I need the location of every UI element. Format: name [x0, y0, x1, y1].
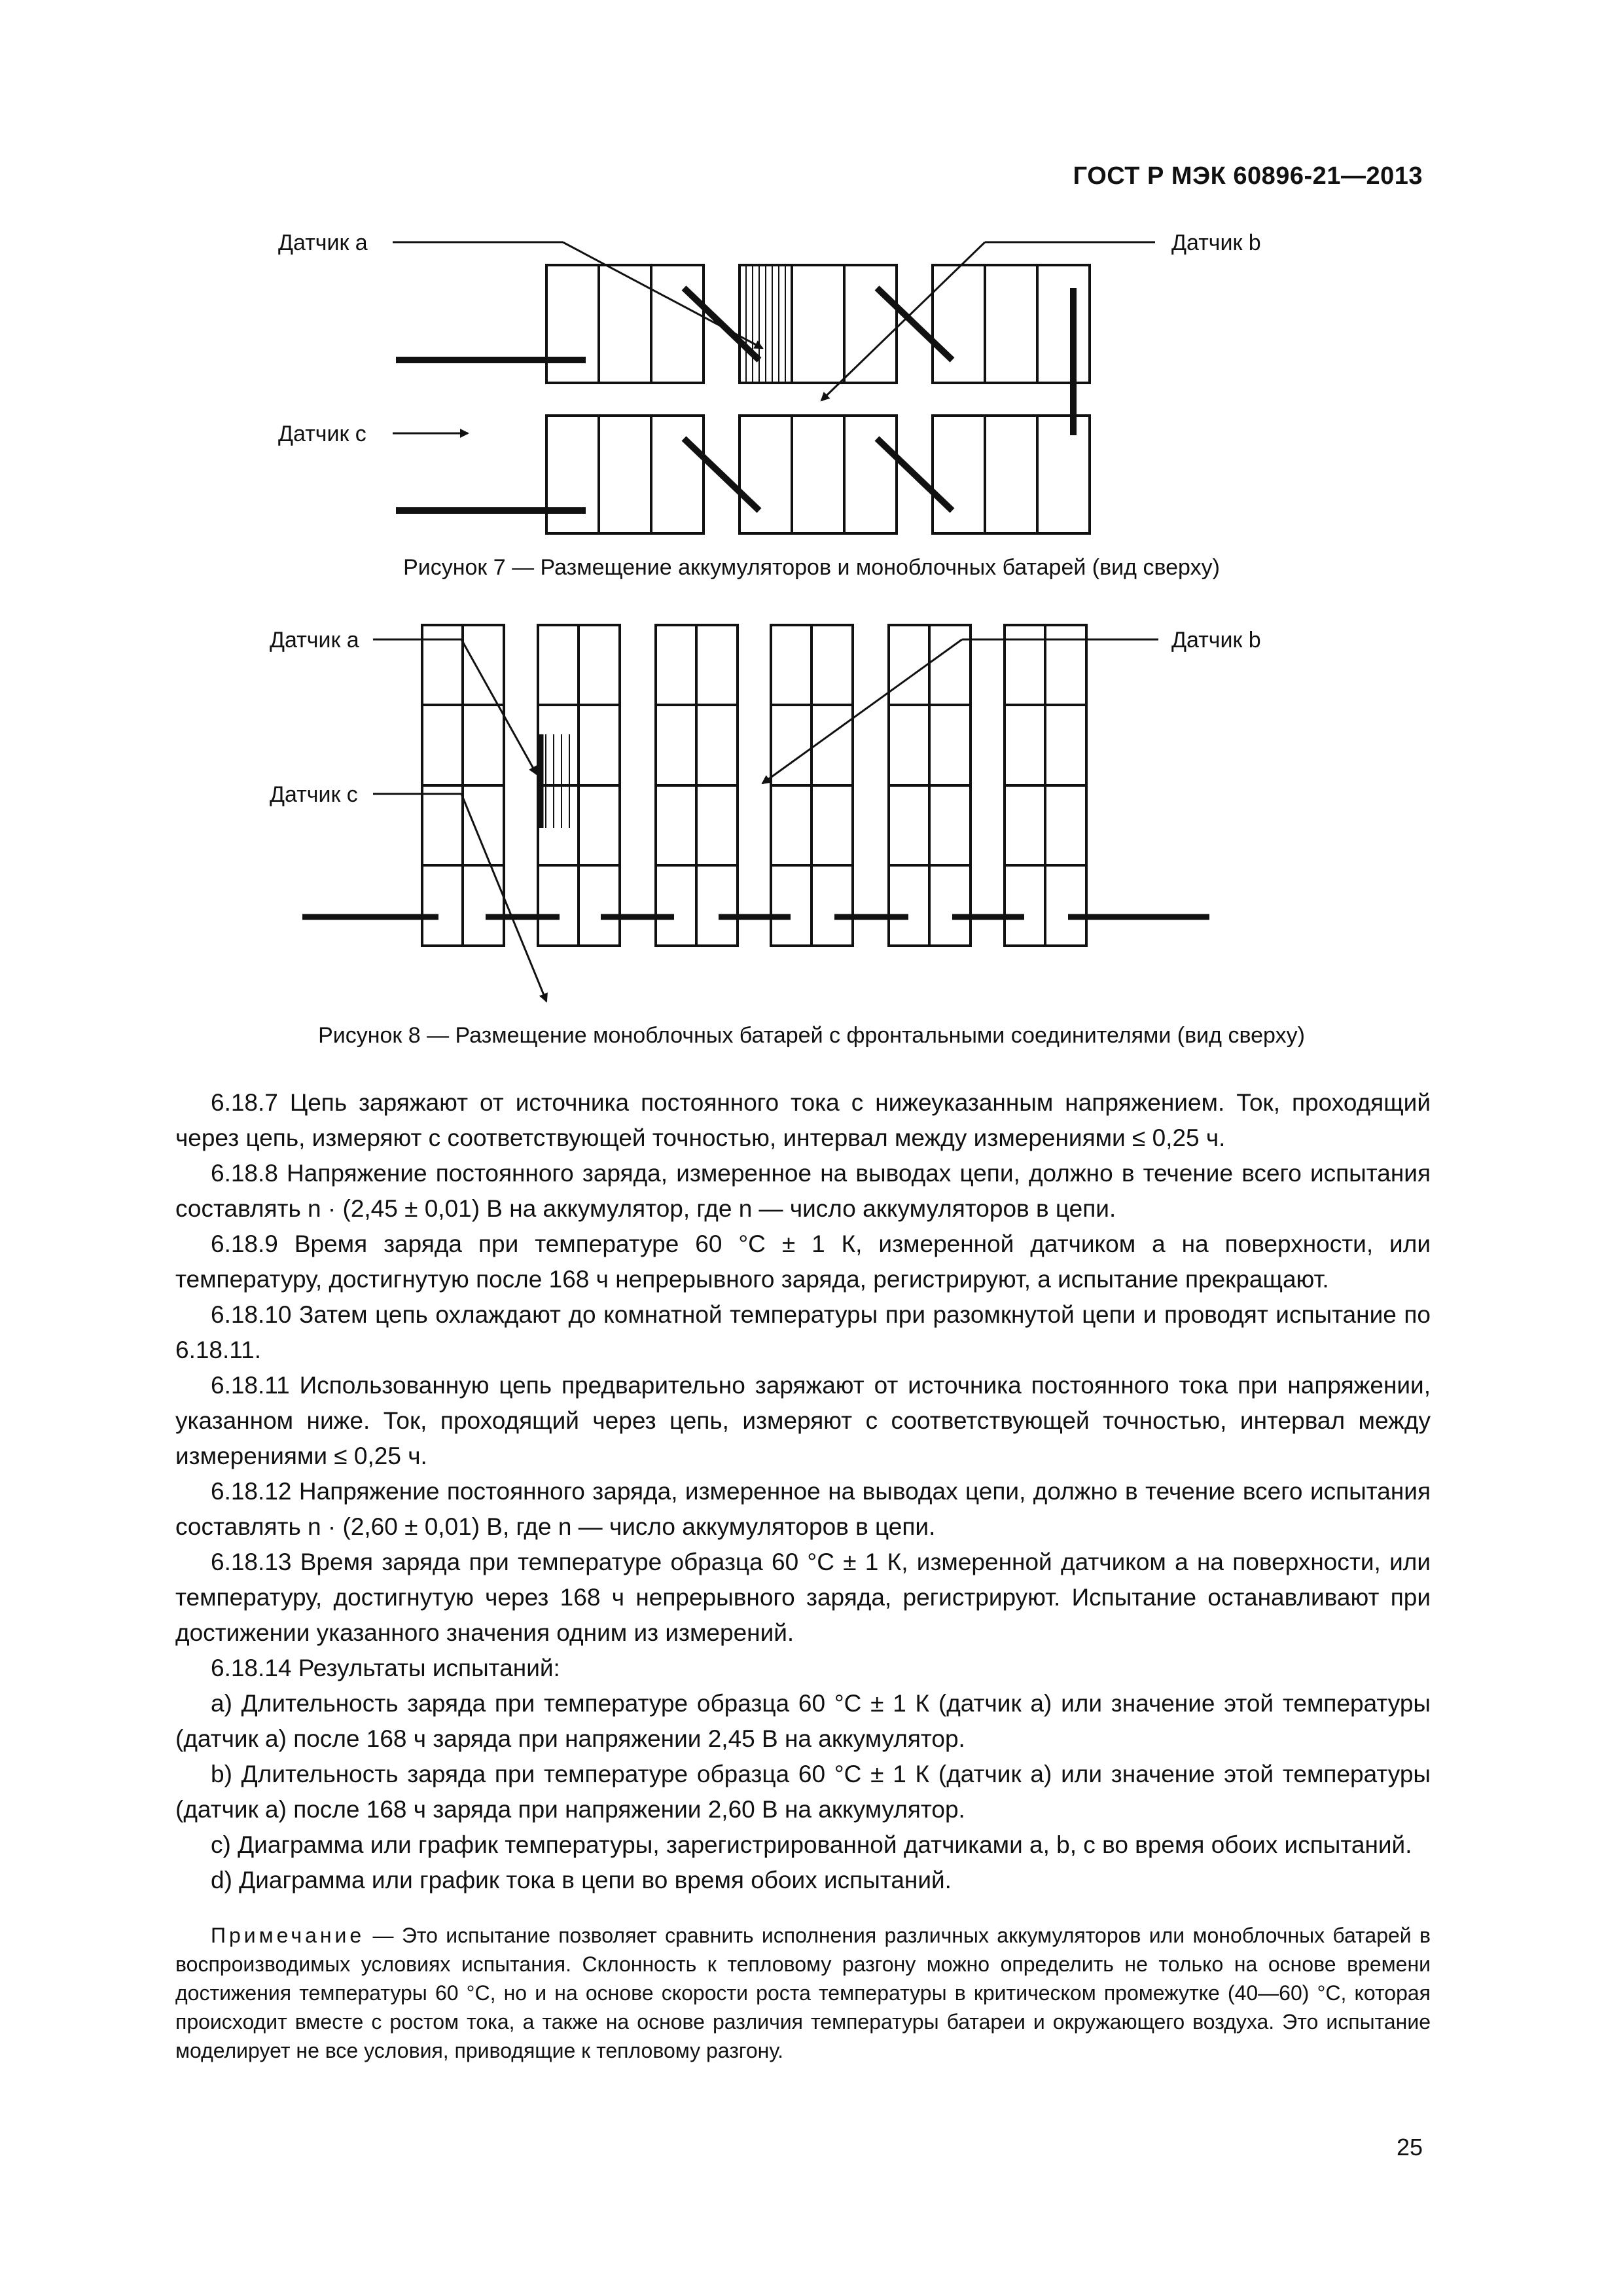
paragraph-6-18-14: 6.18.14 Результаты испытаний:: [211, 1655, 560, 1681]
fig8-block-4: [771, 625, 853, 946]
fig8-block-5: [889, 625, 971, 946]
paragraph-6-18-13: 6.18.13 Время заряда при температуре образца 60 °С ± 1 К, измеренной датчиком а на поверхности, или температуру, достигнутую через 168 ч непрерывного заряда, регистрируют. Испытание останавливают при достижении указанного значения одним из измерений.: [175, 1549, 1431, 1646]
fig8-label-c: Датчик c: [270, 782, 358, 807]
result-item-a: a) Длительность заряда при температуре образца 60 °С ± 1 К (датчик а) или значение этой температуры (датчик а) после 168 ч заряда при напряжении 2,45 В на аккумулятор.: [175, 1690, 1431, 1752]
paragraph-6-18-12: 6.18.12 Напряжение постоянного заряда, измеренное на выводах цепи, должно в течение всего испытания составлять n · (2,60 ± 0,01) В, где n — число аккумуляторов в цепи.: [175, 1478, 1431, 1540]
fig8-block-6: [1005, 625, 1086, 946]
fig7-bottom-block-3: [933, 416, 1090, 533]
paragraph-6-18-7: 6.18.7 Цепь заряжают от источника постоянного тока с нижеуказанным напряжением. Ток, проходящий через цепь, измеряют с соответствующей точностью, интервал между измерениями ≤ 0,25 ч.: [175, 1089, 1431, 1151]
result-item-d: d) Диаграмма или график тока в цепи во время обоих испытаний.: [211, 1867, 952, 1893]
fig7-label-a: Датчик a: [278, 230, 368, 255]
result-item-b: b) Длительность заряда при температуре образца 60 °С ± 1 К (датчик а) или значение этой температуры (датчик а) после 168 ч заряда при напряжении 2,60 В на аккумулятор.: [175, 1761, 1431, 1823]
note: [175, 1921, 1431, 2065]
figure-7-caption: Рисунок 7 — Размещение аккумуляторов и моноблочных батарей (вид сверху): [403, 555, 1220, 580]
figure-8-caption: Рисунок 8 — Размещение моноблочных батарей с фронтальными соединителями (вид сверху): [318, 1023, 1305, 1048]
figure-7: [0, 223, 1623, 537]
body-text: [175, 1085, 1431, 1898]
paragraph-6-18-9: 6.18.9 Время заряда при температуре 60 °С ± 1 К, измеренной датчиком а на поверхности, или температуру, достигнутую после 168 ч непрерывного заряда, регистрируют, а испытание прекращают.: [175, 1230, 1431, 1293]
paragraph-6-18-11: 6.18.11 Использованную цепь предварительно заряжают от источника постоянного тока при напряжении, указанном ниже. Ток, проходящий через цепь, измеряют с соответствующей точностью, интервал между измерениями ≤ 0,25 ч.: [175, 1372, 1431, 1469]
fig8-block-3: [656, 625, 738, 946]
fig7-top-block-3: [933, 265, 1090, 383]
paragraph-6-18-8: 6.18.8 Напряжение постоянного заряда, измеренное на выводах цепи, должно в течение всего испытания составлять n · (2,45 ± 0,01) В на аккумулятор, где n — число аккумуляторов в цепи.: [175, 1160, 1431, 1222]
figure-8-diagram: [0, 612, 1623, 1018]
fig7-top-block-2: [740, 265, 897, 383]
fig7-bottom-block-1: [546, 416, 704, 533]
fig8-label-a: Датчик a: [270, 628, 359, 653]
note-label: Примечание: [211, 1924, 365, 1947]
fig8-label-b: Датчик b: [1171, 628, 1261, 653]
figure-8: [0, 612, 1623, 1018]
result-item-c: c) Диаграмма или график температуры, зарегистрированной датчиками a, b, c во время обоих испытаний.: [211, 1831, 1412, 1858]
fig7-top-block-1: [546, 265, 704, 383]
fig7-bottom-block-2: [740, 416, 897, 533]
document-header: ГОСТ Р МЭК 60896-21—2013: [1073, 162, 1423, 190]
fig7-label-c: Датчик c: [278, 422, 366, 446]
note-text: — Это испытание позволяет сравнить исполнения различных аккумуляторов или моноблочных батарей в воспроизводимых условиях испытания. Склонность к тепловому разгону можно определить не только на основе времени достижения температуры 60 °С, но и на основе скорости роста температуры в критическом промежутке (40—60) °С, которая происходит вместе с ростом тока, а также на основе различия температуры батареи и окружающего воздуха. Это испытание моделирует не все условия, приводящие к тепловому разгону.: [175, 1924, 1431, 2062]
paragraph-6-18-10: 6.18.10 Затем цепь охлаждают до комнатной температуры при разомкнутой цепи и проводят испытание по 6.18.11.: [175, 1301, 1431, 1363]
figure-7-diagram: [0, 223, 1623, 537]
fig8-block-1: [422, 625, 504, 946]
fig7-label-b: Датчик b: [1171, 230, 1261, 255]
page-number: 25: [1396, 2134, 1423, 2161]
fig8-block-2: [538, 625, 620, 946]
